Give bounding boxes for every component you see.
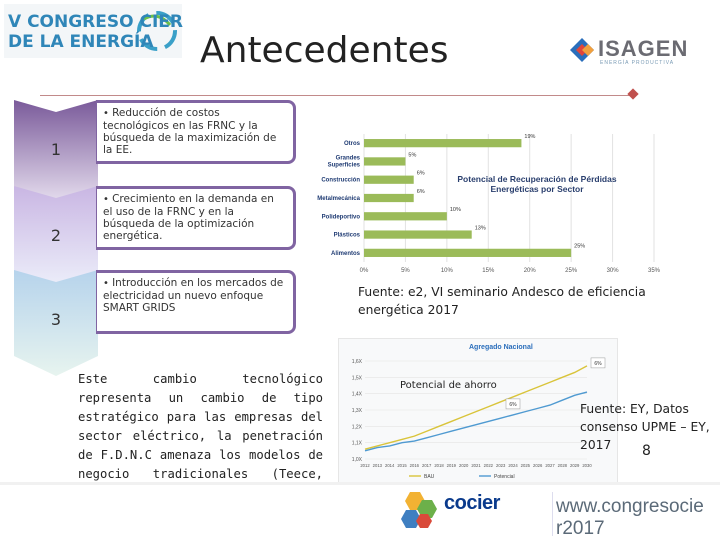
cier-logo-icon bbox=[400, 490, 440, 530]
bar-category-label: Superficies bbox=[327, 162, 360, 169]
page-number: 8 bbox=[642, 443, 651, 459]
footer-url-line2[interactable]: r2017 bbox=[556, 518, 605, 539]
bar bbox=[364, 230, 472, 238]
bar-chart-title: Potencial de Recuperación de Pérdidas Energéticas por Sector bbox=[457, 174, 617, 194]
bar-chart-svg bbox=[314, 128, 662, 278]
footer-url-line1[interactable]: www.congresocie bbox=[556, 496, 704, 517]
line-x-tick-label: 2021 bbox=[471, 463, 481, 468]
list-item-text-3: Introducción en los mercados de electricidad un nuevo enfoque SMART GRIDS bbox=[103, 277, 284, 314]
line-series-bau bbox=[365, 366, 587, 449]
bar-value-label: 5% bbox=[408, 152, 417, 159]
legend-label: Potencial bbox=[494, 474, 515, 480]
logo-text-line1: V CONGRESO CIER bbox=[8, 12, 184, 32]
line-series-potencial bbox=[365, 392, 587, 451]
footer-divider bbox=[0, 482, 720, 485]
bar-category-label: Alimentos bbox=[330, 250, 360, 257]
line-y-tick-label: 1,3X bbox=[351, 408, 362, 414]
bar-value-label: 10% bbox=[449, 207, 461, 214]
bar bbox=[364, 176, 414, 184]
line-x-tick-label: 2024 bbox=[508, 463, 518, 468]
line-y-tick-label: 1,4X bbox=[351, 391, 362, 398]
list-item-2: • Crecimiento en la demanda en el uso de la FRNC y en la búsqueda de la optimización energética. bbox=[96, 186, 296, 250]
bar-category-label: Polideportivo bbox=[321, 214, 360, 221]
line-y-tick-label: 1,6X bbox=[351, 359, 362, 365]
bar-x-tick-label: 25% bbox=[565, 268, 578, 274]
list-number-2: 2 bbox=[50, 226, 62, 245]
list-number-3: 3 bbox=[50, 310, 62, 329]
bar-x-tick-label: 15% bbox=[482, 268, 495, 274]
isagen-logo-text: ISAGEN bbox=[598, 36, 689, 61]
footer-separator bbox=[552, 492, 553, 536]
divider-diamond bbox=[627, 88, 638, 99]
line-y-tick-label: 1,2X bbox=[351, 424, 362, 431]
bar-value-label: 6% bbox=[416, 170, 425, 177]
bar bbox=[364, 249, 571, 257]
bar-x-tick-label: 20% bbox=[523, 268, 536, 274]
list-number-1: 1 bbox=[50, 140, 62, 159]
line-x-tick-label: 2029 bbox=[570, 463, 580, 468]
bar-category-label: Construcción bbox=[321, 177, 360, 184]
line-chart bbox=[338, 338, 618, 488]
bar bbox=[364, 139, 521, 147]
line-chart-title: Agregado Nacional bbox=[469, 344, 533, 351]
line-x-tick-label: 2019 bbox=[446, 463, 456, 468]
line-x-tick-label: 2012 bbox=[360, 463, 370, 468]
title-divider bbox=[40, 95, 632, 96]
line-x-tick-label: 2026 bbox=[533, 463, 543, 468]
list-item-text-2: Crecimiento en la demanda en el uso de la FRNC y en la búsqueda de la optimización energética. bbox=[103, 193, 274, 242]
annotation-label: 6% bbox=[594, 360, 602, 367]
bar bbox=[364, 157, 405, 165]
list-item-1: • Reducción de costos tecnológicos en las FRNC y la búsqueda de la maximización de la EE. bbox=[96, 100, 296, 164]
list-item-3: • Introducción en los mercados de electricidad un nuevo enfoque SMART GRIDS bbox=[96, 270, 296, 334]
bar-chart-caption: Fuente: e2, VI seminario Andesco de eficiencia energética 2017 bbox=[358, 285, 646, 317]
cocier-logo-text: cocier bbox=[444, 492, 500, 514]
bar-category-label: Grandes bbox=[335, 155, 360, 162]
line-y-tick-label: 1,1X bbox=[351, 440, 362, 447]
bar-x-tick-label: 10% bbox=[440, 268, 453, 274]
line-chart-svg bbox=[339, 339, 617, 487]
line-x-tick-label: 2025 bbox=[520, 463, 530, 468]
line-chart-caption: Fuente: EY, Datos consenso UPME – EY, 2017 bbox=[580, 402, 710, 452]
list-item-text-1: Reducción de costos tecnológicos en las FRNC y la búsqueda de la maximización de la EE. bbox=[103, 107, 277, 156]
line-y-tick-label: 1,5X bbox=[351, 375, 362, 382]
line-x-tick-label: 2022 bbox=[483, 463, 493, 468]
bar-category-label: Otros bbox=[343, 141, 360, 148]
body-paragraph: Este cambio tecnológico representa un cambio de tipo estratégico para las empresas del sector eléctrico, la penetración de F.D.N.C amenaza los modelos de negocio tradicionales (Teece, bbox=[78, 372, 323, 481]
line-x-tick-label: 2028 bbox=[557, 463, 567, 468]
line-x-tick-label: 2015 bbox=[397, 463, 407, 468]
bar-x-tick-label: 35% bbox=[647, 268, 661, 274]
bar-value-label: 6% bbox=[416, 188, 425, 195]
line-x-tick-label: 2023 bbox=[496, 463, 506, 468]
line-x-tick-label: 2020 bbox=[459, 463, 469, 468]
line-x-tick-label: 2017 bbox=[422, 463, 432, 468]
annotation-label: 6% bbox=[509, 401, 517, 408]
isagen-logo-icon bbox=[568, 36, 598, 64]
bar-category-label: Metalmecánica bbox=[317, 196, 360, 202]
bar-chart bbox=[314, 128, 662, 278]
line-x-tick-label: 2016 bbox=[409, 463, 419, 468]
bar bbox=[364, 194, 414, 202]
bar-x-tick-label: 0% bbox=[359, 268, 369, 274]
isagen-tagline: ENERGÍA PRODUCTIVA bbox=[600, 60, 675, 66]
bar-value-label: 19% bbox=[524, 134, 536, 141]
bar-x-tick-label: 5% bbox=[401, 268, 410, 274]
line-x-tick-label: 2014 bbox=[385, 463, 395, 468]
slide-title: Antecedentes bbox=[200, 30, 449, 71]
line-x-tick-label: 2027 bbox=[545, 463, 555, 468]
line-y-tick-label: 1,0X bbox=[351, 457, 362, 463]
logo-text-line2: DE LA ENERGÍA bbox=[8, 32, 154, 52]
bar-value-label: 25% bbox=[574, 243, 586, 250]
line-x-tick-label: 2018 bbox=[434, 463, 444, 468]
list-chevron-3 bbox=[14, 270, 98, 378]
bar-value-label: 13% bbox=[474, 225, 486, 232]
bar-x-tick-label: 30% bbox=[606, 268, 619, 274]
line-x-tick-label: 2030 bbox=[582, 463, 592, 468]
line-x-tick-label: 2013 bbox=[372, 463, 382, 468]
legend-label: BAU bbox=[424, 474, 435, 480]
bar bbox=[364, 212, 447, 220]
line-chart-annotation: Potencial de ahorro bbox=[400, 380, 497, 391]
bar-category-label: Plásticos bbox=[333, 232, 360, 239]
